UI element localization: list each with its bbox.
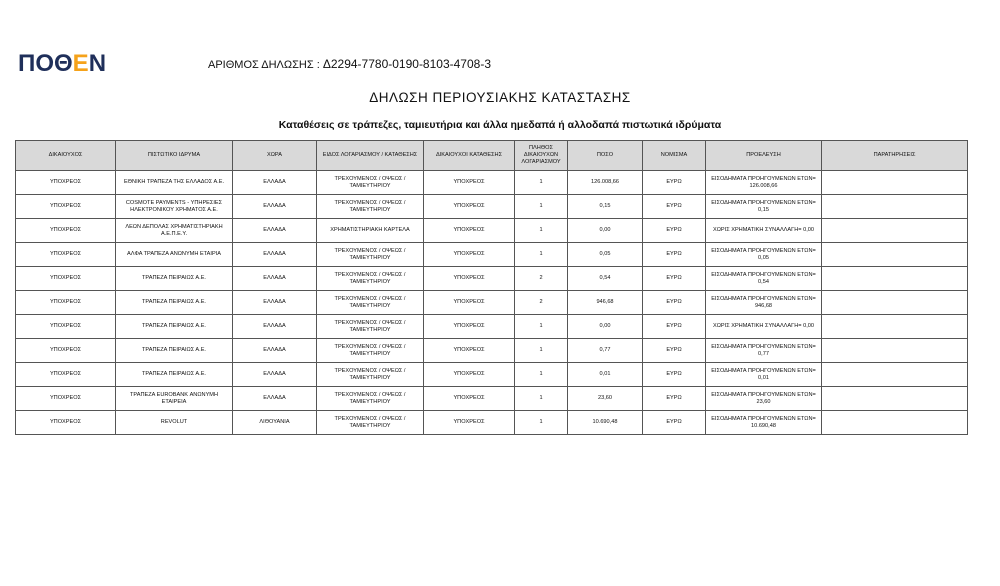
cell-country: ΕΛΛΑΔΑ: [233, 339, 317, 363]
cell-holders: ΥΠΟΧΡΕΟΣ: [424, 219, 515, 243]
origin-label: ΧΩΡΙΣ ΧΡΗΜΑΤΙΚΗ ΣΥΝΑΛΛΑΓΗ=: [713, 323, 802, 329]
cell-origin: [706, 291, 822, 315]
cell-currency: ΕΥΡΩ: [643, 243, 706, 267]
column-header-amount: ΠΟΣΟ: [568, 141, 643, 171]
cell-amount: 126.008,66: [568, 171, 643, 195]
logo-text-end: Ν: [88, 50, 107, 77]
cell-origin: [706, 219, 822, 243]
cell-holders-count: 2: [515, 267, 568, 291]
table-row: [16, 219, 968, 243]
cell-currency: ΕΥΡΩ: [643, 411, 706, 435]
origin-label: ΕΙΣΟΔΗΜΑΤΑ ΠΡΟΗΓΟΥΜΕΝΩΝ ΕΤΩΝ=: [711, 247, 816, 254]
cell-beneficiary: ΥΠΟΧΡΕΟΣ: [16, 219, 116, 243]
cell-beneficiary: ΥΠΟΧΡΕΟΣ: [16, 363, 116, 387]
origin-amount: 0,15: [758, 206, 769, 213]
declaration-number-line: [208, 57, 491, 71]
column-header-currency: ΝΟΜΙΣΜΑ: [643, 141, 706, 171]
cell-remarks: [822, 339, 968, 363]
cell-remarks: [822, 291, 968, 315]
table-row: [16, 195, 968, 219]
table-row: [16, 171, 968, 195]
cell-holders: ΥΠΟΧΡΕΟΣ: [424, 171, 515, 195]
origin-amount: 946,68: [754, 302, 773, 309]
cell-currency: ΕΥΡΩ: [643, 267, 706, 291]
cell-origin: [706, 387, 822, 411]
origin-label: ΕΙΣΟΔΗΜΑΤΑ ΠΡΟΗΓΟΥΜΕΝΩΝ ΕΤΩΝ=: [711, 391, 816, 398]
table-header-row: [16, 141, 968, 171]
cell-account-type: ΤΡΕΧΟΥΜΕΝΟΣ / ΟΨΕΩΣ / ΤΑΜΙΕΥΤΗΡΙΟΥ: [317, 171, 424, 195]
cell-country: ΕΛΛΑΔΑ: [233, 219, 317, 243]
origin-amount: 0,54: [758, 278, 769, 285]
table-row: [16, 363, 968, 387]
document-subtitle: Καταθέσεις σε τράπεζες, ταμιευτήρια και άλλα ημεδαπά ή αλλοδαπά πιστωτικά ιδρύματα: [278, 119, 722, 131]
cell-institution: REVOLUT: [116, 411, 233, 435]
table-row: [16, 243, 968, 267]
cell-holders-count: 1: [515, 339, 568, 363]
cell-holders-count: 1: [515, 171, 568, 195]
cell-country: ΕΛΛΑΔΑ: [233, 387, 317, 411]
cell-country: ΕΛΛΑΔΑ: [233, 315, 317, 339]
cell-currency: ΕΥΡΩ: [643, 315, 706, 339]
cell-country: ΕΛΛΑΔΑ: [233, 195, 317, 219]
cell-account-type: ΤΡΕΧΟΥΜΕΝΟΣ / ΟΨΕΩΣ / ΤΑΜΙΕΥΤΗΡΙΟΥ: [317, 387, 424, 411]
cell-country: ΕΛΛΑΔΑ: [233, 267, 317, 291]
origin-label: ΕΙΣΟΔΗΜΑΤΑ ΠΡΟΗΓΟΥΜΕΝΩΝ ΕΤΩΝ=: [711, 295, 816, 302]
logo-accent-letter: Ε: [72, 50, 89, 77]
cell-holders-count: 1: [515, 315, 568, 339]
cell-currency: ΕΥΡΩ: [643, 171, 706, 195]
column-header-account-type: ΕΙΔΟΣ ΛΟΓΑΡΙΑΣΜΟΥ / ΚΑΤΑΘΕΣΗΣ: [317, 141, 424, 171]
origin-amount: 0,00: [803, 227, 814, 233]
cell-account-type: ΤΡΕΧΟΥΜΕΝΟΣ / ΟΨΕΩΣ / ΤΑΜΙΕΥΤΗΡΙΟΥ: [317, 315, 424, 339]
cell-origin: [706, 195, 822, 219]
cell-origin: [706, 411, 822, 435]
table-body: [16, 171, 968, 435]
cell-currency: ΕΥΡΩ: [643, 291, 706, 315]
cell-account-type: ΤΡΕΧΟΥΜΕΝΟΣ / ΟΨΕΩΣ / ΤΑΜΙΕΥΤΗΡΙΟΥ: [317, 291, 424, 315]
cell-remarks: [822, 171, 968, 195]
cell-remarks: [822, 243, 968, 267]
cell-institution: ΛΕΩΝ ΔΕΠΟΛΑΣ ΧΡΗΜΑΤΙΣΤΗΡΙΑΚΗ Α.Ε.Π.Ε.Υ.: [116, 219, 233, 243]
cell-beneficiary: ΥΠΟΧΡΕΟΣ: [16, 411, 116, 435]
cell-country: ΕΛΛΑΔΑ: [233, 291, 317, 315]
cell-remarks: [822, 267, 968, 291]
origin-amount: 0,05: [758, 254, 769, 261]
cell-country: ΕΛΛΑΔΑ: [233, 243, 317, 267]
cell-origin: [706, 363, 822, 387]
cell-holders-count: 1: [515, 243, 568, 267]
cell-currency: ΕΥΡΩ: [643, 387, 706, 411]
column-header-beneficiary: ΔΙΚΑΙΟΥΧΟΣ: [16, 141, 116, 171]
origin-label: ΕΙΣΟΔΗΜΑΤΑ ΠΡΟΗΓΟΥΜΕΝΩΝ ΕΤΩΝ=: [711, 175, 816, 182]
cell-remarks: [822, 387, 968, 411]
cell-origin: [706, 339, 822, 363]
declaration-number: Δ2294-7780-0190-8103-4708-3: [322, 57, 491, 71]
cell-holders: ΥΠΟΧΡΕΟΣ: [424, 243, 515, 267]
cell-beneficiary: ΥΠΟΧΡΕΟΣ: [16, 387, 116, 411]
cell-beneficiary: ΥΠΟΧΡΕΟΣ: [16, 267, 116, 291]
cell-holders-count: 1: [515, 195, 568, 219]
cell-amount: 0,15: [568, 195, 643, 219]
column-header-remarks: ΠΑΡΑΤΗΡΗΣΕΙΣ: [822, 141, 968, 171]
table-row: [16, 411, 968, 435]
document-title: ΔΗΛΩΣΗ ΠΕΡΙΟΥΣΙΑΚΗΣ ΚΑΤΑΣΤΑΣΗΣ: [369, 90, 631, 105]
cell-holders: ΥΠΟΧΡΕΟΣ: [424, 411, 515, 435]
cell-account-type: ΤΡΕΧΟΥΜΕΝΟΣ / ΟΨΕΩΣ / ΤΑΜΙΕΥΤΗΡΙΟΥ: [317, 195, 424, 219]
origin-amount: 0,01: [758, 374, 769, 381]
cell-beneficiary: ΥΠΟΧΡΕΟΣ: [16, 291, 116, 315]
cell-currency: ΕΥΡΩ: [643, 339, 706, 363]
table-row: [16, 339, 968, 363]
cell-holders: ΥΠΟΧΡΕΟΣ: [424, 339, 515, 363]
column-header-holders: ΔΙΚΑΙΟΥΧΟΙ ΚΑΤΑΘΕΣΗΣ: [424, 141, 515, 171]
cell-country: ΛΙΘΟΥΑΝΙΑ: [233, 411, 317, 435]
cell-institution: ΤΡΑΠΕΖΑ EUROBANK ΑΝΩΝΥΜΗ ΕΤΑΙΡΕΙΑ: [116, 387, 233, 411]
cell-account-type: ΤΡΕΧΟΥΜΕΝΟΣ / ΟΨΕΩΣ / ΤΑΜΙΕΥΤΗΡΙΟΥ: [317, 363, 424, 387]
cell-beneficiary: ΥΠΟΧΡΕΟΣ: [16, 195, 116, 219]
origin-label: ΕΙΣΟΔΗΜΑΤΑ ΠΡΟΗΓΟΥΜΕΝΩΝ ΕΤΩΝ=: [711, 271, 816, 278]
origin-amount: 10.690,48: [751, 422, 776, 429]
origin-amount: 126.008,66: [749, 182, 778, 189]
cell-account-type: ΧΡΗΜΑΤΙΣΤΗΡΙΑΚΗ ΚΑΡΤΕΛΑ: [317, 219, 424, 243]
cell-holders-count: 1: [515, 363, 568, 387]
cell-account-type: ΤΡΕΧΟΥΜΕΝΟΣ / ΟΨΕΩΣ / ΤΑΜΙΕΥΤΗΡΙΟΥ: [317, 411, 424, 435]
column-header-holders-count: ΠΛΗΘΟΣ ΔΙΚΑΙΟΥΧΩΝ ΛΟΓΑΡΙΑΣΜΟΥ: [515, 141, 568, 171]
cell-account-type: ΤΡΕΧΟΥΜΕΝΟΣ / ΟΨΕΩΣ / ΤΑΜΙΕΥΤΗΡΙΟΥ: [317, 339, 424, 363]
cell-currency: ΕΥΡΩ: [643, 219, 706, 243]
cell-origin: [706, 243, 822, 267]
origin-amount: 0,77: [758, 350, 769, 357]
cell-institution: ΤΡΑΠΕΖΑ ΠΕΙΡΑΙΩΣ Α.Ε.: [116, 339, 233, 363]
cell-holders: ΥΠΟΧΡΕΟΣ: [424, 195, 515, 219]
cell-amount: 23,60: [568, 387, 643, 411]
cell-holders: ΥΠΟΧΡΕΟΣ: [424, 363, 515, 387]
column-header-institution: ΠΙΣΤΩΤΙΚΟ ΙΔΡΥΜΑ: [116, 141, 233, 171]
declaration-label: ΑΡΙΘΜΟΣ ΔΗΛΩΣΗΣ :: [208, 59, 320, 71]
cell-beneficiary: ΥΠΟΧΡΕΟΣ: [16, 171, 116, 195]
column-header-country: ΧΩΡΑ: [233, 141, 317, 171]
cell-amount: 0,01: [568, 363, 643, 387]
table-row: [16, 315, 968, 339]
cell-institution: ΤΡΑΠΕΖΑ ΠΕΙΡΑΙΩΣ Α.Ε.: [116, 315, 233, 339]
cell-institution: ΑΛΦΑ ΤΡΑΠΕΖΑ ΑΝΩΝΥΜΗ ΕΤΑΙΡΙΑ: [116, 243, 233, 267]
cell-institution: COSMOTE PAYMENTS - ΥΠΗΡΕΣΙΕΣ ΗΛΕΚΤΡΟΝΙΚΟΥ ΧΡΗΜΑΤΟΣ Α.Ε.: [116, 195, 233, 219]
cell-remarks: [822, 411, 968, 435]
cell-currency: ΕΥΡΩ: [643, 363, 706, 387]
cell-amount: 0,05: [568, 243, 643, 267]
cell-institution: ΕΘΝΙΚΗ ΤΡΑΠΕΖΑ ΤΗΣ ΕΛΛΑΔΟΣ Α.Ε.: [116, 171, 233, 195]
origin-label: ΕΙΣΟΔΗΜΑΤΑ ΠΡΟΗΓΟΥΜΕΝΩΝ ΕΤΩΝ=: [711, 343, 816, 350]
cell-holders: ΥΠΟΧΡΕΟΣ: [424, 291, 515, 315]
cell-currency: ΕΥΡΩ: [643, 195, 706, 219]
cell-institution: ΤΡΑΠΕΖΑ ΠΕΙΡΑΙΩΣ Α.Ε.: [116, 363, 233, 387]
cell-country: ΕΛΛΑΔΑ: [233, 171, 317, 195]
cell-amount: 0,00: [568, 219, 643, 243]
cell-remarks: [822, 315, 968, 339]
origin-label: ΕΙΣΟΔΗΜΑΤΑ ΠΡΟΗΓΟΥΜΕΝΩΝ ΕΤΩΝ=: [711, 199, 816, 206]
cell-origin: [706, 171, 822, 195]
cell-holders: ΥΠΟΧΡΕΟΣ: [424, 267, 515, 291]
cell-institution: ΤΡΑΠΕΖΑ ΠΕΙΡΑΙΩΣ Α.Ε.: [116, 291, 233, 315]
cell-beneficiary: ΥΠΟΧΡΕΟΣ: [16, 315, 116, 339]
origin-amount: 23,60: [756, 398, 771, 405]
cell-beneficiary: ΥΠΟΧΡΕΟΣ: [16, 339, 116, 363]
cell-account-type: ΤΡΕΧΟΥΜΕΝΟΣ / ΟΨΕΩΣ / ΤΑΜΙΕΥΤΗΡΙΟΥ: [317, 243, 424, 267]
cell-holders-count: 1: [515, 219, 568, 243]
table-row: [16, 291, 968, 315]
poten-logo: [18, 50, 106, 78]
origin-label: ΧΩΡΙΣ ΧΡΗΜΑΤΙΚΗ ΣΥΝΑΛΛΑΓΗ=: [713, 227, 802, 233]
cell-holders-count: 2: [515, 291, 568, 315]
cell-amount: 10.690,48: [568, 411, 643, 435]
logo-text: ΠΟΘ: [18, 50, 73, 77]
cell-remarks: [822, 195, 968, 219]
cell-remarks: [822, 219, 968, 243]
cell-amount: 946,68: [568, 291, 643, 315]
cell-origin: [706, 267, 822, 291]
column-header-origin: ΠΡΟΕΛΕΥΣΗ: [706, 141, 822, 171]
cell-holders: ΥΠΟΧΡΕΟΣ: [424, 387, 515, 411]
cell-beneficiary: ΥΠΟΧΡΕΟΣ: [16, 243, 116, 267]
cell-institution: ΤΡΑΠΕΖΑ ΠΕΙΡΑΙΩΣ Α.Ε.: [116, 267, 233, 291]
table-row: [16, 267, 968, 291]
cell-amount: 0,00: [568, 315, 643, 339]
deposits-table: [15, 140, 968, 435]
table-row: [16, 387, 968, 411]
origin-amount: 0,00: [803, 323, 814, 329]
cell-holders-count: 1: [515, 411, 568, 435]
origin-label: ΕΙΣΟΔΗΜΑΤΑ ΠΡΟΗΓΟΥΜΕΝΩΝ ΕΤΩΝ=: [711, 367, 816, 374]
cell-holders: ΥΠΟΧΡΕΟΣ: [424, 315, 515, 339]
cell-account-type: ΤΡΕΧΟΥΜΕΝΟΣ / ΟΨΕΩΣ / ΤΑΜΙΕΥΤΗΡΙΟΥ: [317, 267, 424, 291]
cell-country: ΕΛΛΑΔΑ: [233, 363, 317, 387]
cell-holders-count: 1: [515, 387, 568, 411]
cell-amount: 0,77: [568, 339, 643, 363]
cell-amount: 0,54: [568, 267, 643, 291]
cell-origin: [706, 315, 822, 339]
cell-remarks: [822, 363, 968, 387]
origin-label: ΕΙΣΟΔΗΜΑΤΑ ΠΡΟΗΓΟΥΜΕΝΩΝ ΕΤΩΝ=: [711, 415, 816, 422]
